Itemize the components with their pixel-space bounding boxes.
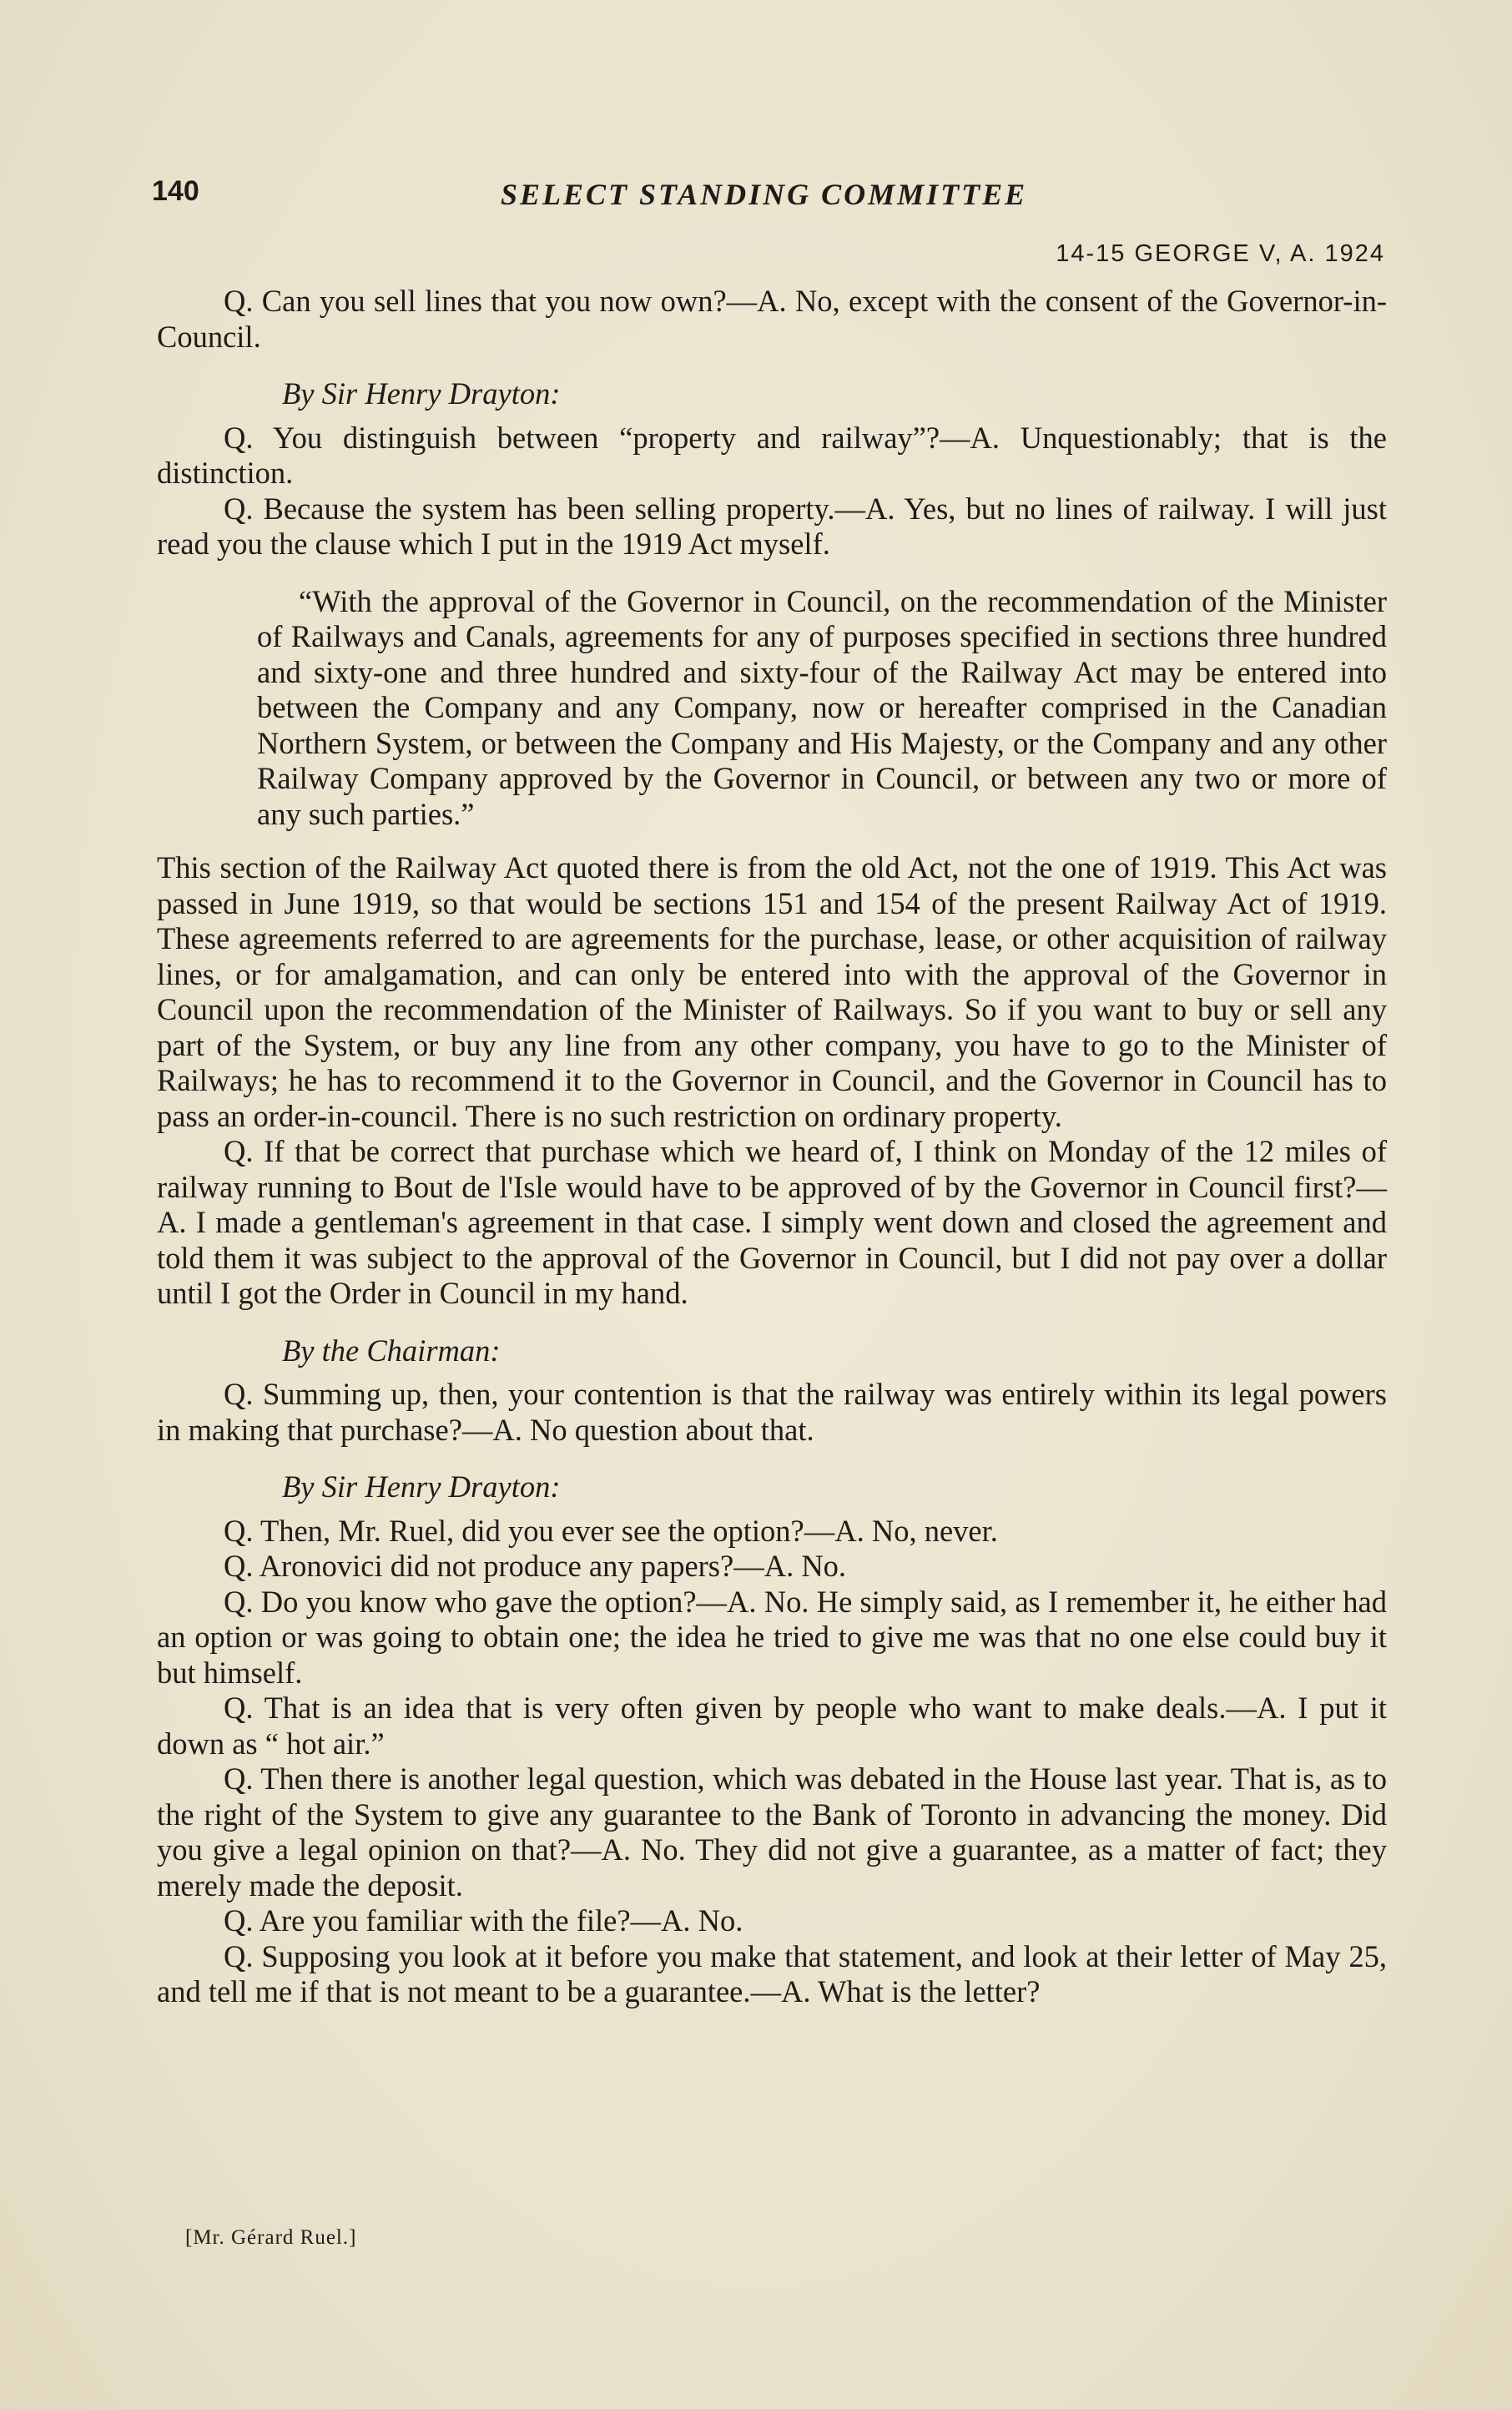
question-paragraph: Q. Do you know who gave the option?—A. No. He simply said, as I remember it, he either had an option or was going to obtain one; the idea he tried to give me was that no one else could buy it but himself. (157, 1584, 1387, 1690)
speaker-heading: By Sir Henry Drayton: (282, 1469, 561, 1504)
question-paragraph: Q. Can you sell lines that you now own?—A. No, except with the consent of the Governor-in-Council. (157, 284, 1387, 354)
speaker-heading: By the Chairman: (282, 1333, 501, 1368)
question-paragraph: Q. Because the system has been selling property.—A. Yes, but no lines of railway. I will just read you the clause which I put in the 1919 Act myself. (157, 491, 1387, 561)
answer-paragraph: This section of the Railway Act quoted there is from the old Act, not the one of 1919. This Act was passed in June 1919, so that would be sections 151 and 154 of the present Railway Act of 1919. These agreements referred to are agreements for the purchase, lease, or other acquisition of railway lines, or for amalgamation, and can only be entered into with the approval of the Governor in Council upon the recommendation of the Minister of Railways. So if you want to buy or sell any part of the System, or buy any line from any other company, you have to go to the Minister of Railways; he has to recommend it to the Governor in Council, and the Governor in Council has to pass an order-in-council. There is no such restriction on ordinary property. (157, 850, 1387, 1133)
question-paragraph: Q. Then there is another legal question, which was debated in the House last year. That is, as to the right of the System to give any guarantee to the Bank of Toronto in advancing the money. Did you give a legal opinion on that?—A. No. They did not give a guarantee, as a matter of fact; they merely made the deposit. (157, 1761, 1387, 1903)
speaker-heading: By Sir Henry Drayton: (282, 376, 561, 411)
question-paragraph: Q. Are you familiar with the file?—A. No. (224, 1903, 743, 1938)
question-paragraph: Q. That is an idea that is very often given by people who want to make deals.—A. I put it down as “ hot air.” (157, 1691, 1387, 1761)
quoted-clause: “With the approval of the Governor in Council, on the recommendation of the Minister of Railways and Canals, agreements for any of purposes specified in sections three hundred and sixty-one and three hundred and sixty-four of the Railway Act may be entered into between the Company and any Company, now or hereafter comprised in the Canadian Northern System, or between the Company and His Majesty, or the Company and any other Railway Company approved by the Governor in Council, or between any two or more of any such parties.” (257, 583, 1387, 831)
question-paragraph: Q. If that be correct that purchase which we heard of, I think on Monday of the 12 miles of railway running to Bout de l'Isle would have to be approved of by the Governor in Council first?—A. I made a gentleman's agreement in that case. I simply went down and closed the agreement and told them it was subject to the approval of the Governor in Council, but I did not pay over a dollar until I got the Order in Council in my hand. (157, 1134, 1387, 1310)
session-label: 14-15 GEORGE V, A. 1924 (1056, 240, 1385, 267)
question-paragraph: Q. Then, Mr. Ruel, did you ever see the option?—A. No, never. (224, 1513, 998, 1548)
witness-footer: [Mr. Gérard Ruel.] (185, 2226, 357, 2249)
question-paragraph: Q. You distinguish between “property and railway”?—A. Unquestionably; that is the distinction. (157, 420, 1387, 490)
question-paragraph: Q. Supposing you look at it before you make that statement, and look at their letter of May 25, and tell me if that is not meant to be a guarantee.—A. What is the letter? (157, 1938, 1387, 2008)
question-paragraph: Q. Summing up, then, your contention is that the railway was entirely within its legal powers in making that purchase?—A. No question about that. (157, 1377, 1387, 1447)
page-number: 140 (152, 175, 199, 207)
running-title: SELECT STANDING COMMITTEE (501, 178, 1028, 211)
question-paragraph: Q. Aronovici did not produce any papers?—A. No. (224, 1549, 847, 1583)
transcript-body (157, 284, 1387, 2010)
